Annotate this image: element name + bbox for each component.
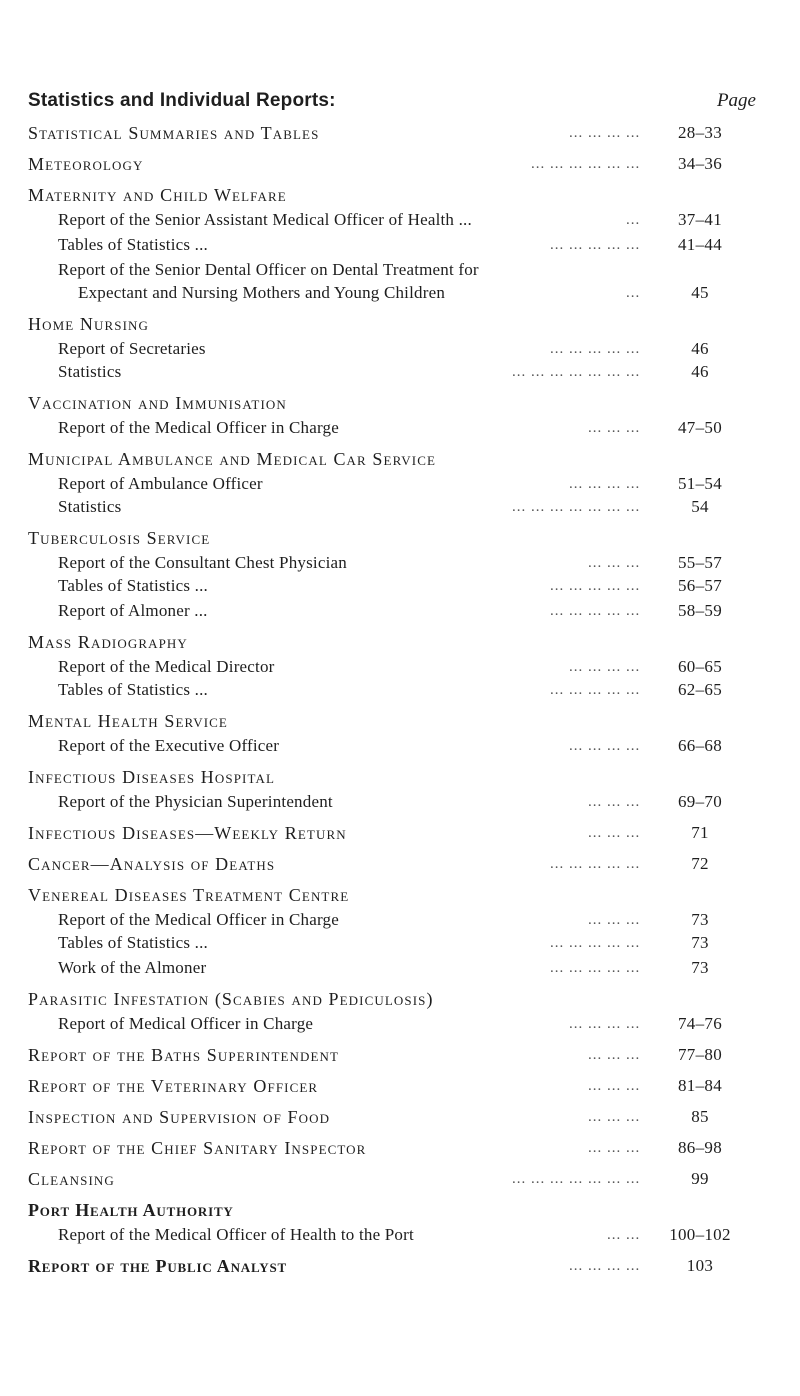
entry-page-number: 73	[691, 958, 709, 977]
entry-title: Report of Medical Officer in Charge	[58, 1014, 314, 1033]
entry-title: Mental Health Service	[28, 711, 228, 731]
dot-leader: ... ... ... ...	[569, 1016, 641, 1032]
entry-page-number: 45	[691, 283, 709, 302]
dot-leader: ... ... ... ... ...	[550, 341, 641, 357]
entry-page-number: 74–76	[678, 1014, 722, 1033]
dot-leader: ... ... ...	[588, 420, 641, 436]
contents-entry	[0, 525, 800, 551]
entry-title: Report of the Medical Officer in Charge	[58, 418, 339, 437]
entry-title: Tables of Statistics ...	[58, 235, 208, 254]
entry-title: Work of the Almoner	[58, 958, 207, 977]
entry-page-number: 73	[691, 910, 709, 929]
dot-leader: ... ... ... ... ... ...	[531, 156, 641, 172]
contents-entry	[0, 1073, 800, 1099]
dot-leader: ... ... ... ... ... ... ...	[512, 1171, 641, 1187]
entry-title: Tables of Statistics ...	[58, 576, 208, 595]
contents-entry	[0, 151, 800, 177]
entry-page-number: 54	[691, 497, 709, 516]
entry-title: Home Nursing	[28, 314, 149, 334]
entry-title: Report of the Consultant Chest Physician	[58, 553, 347, 572]
entry-title: Report of Secretaries	[58, 339, 206, 358]
contents-entry	[0, 930, 800, 956]
contents-entry	[0, 1135, 800, 1161]
entry-page-number: 34–36	[678, 154, 722, 173]
entry-title: Parasitic Infestation (Scabies and Pediculosis)	[28, 989, 434, 1009]
contents-entry	[0, 1011, 800, 1037]
dot-leader: ... ... ...	[588, 1109, 641, 1125]
entry-page-number: 62–65	[678, 680, 722, 699]
entry-title: Report of the Chief Sanitary Inspector	[28, 1138, 367, 1158]
entry-title: Report of the Medical Director	[58, 657, 275, 676]
dot-leader: ... ... ... ...	[569, 476, 641, 492]
contents-entry	[0, 733, 800, 759]
dot-leader: ... ... ...	[588, 555, 641, 571]
dot-leader: ... ... ...	[588, 794, 641, 810]
entry-page-number: 37–41	[678, 210, 722, 229]
entry-page-number: 51–54	[678, 474, 722, 493]
entry-page-number: 77–80	[678, 1045, 722, 1064]
dot-leader: ... ... ... ... ...	[550, 603, 641, 619]
entry-title: Report of the Veterinary Officer	[28, 1076, 319, 1096]
entry-page-number: 41–44	[678, 235, 722, 254]
contents-entry	[0, 446, 800, 472]
contents-entry	[0, 986, 800, 1012]
entry-title: Report of the Medical Officer in Charge	[58, 910, 339, 929]
entry-title: Report of the Senior Dental Officer on Dental Treatment for	[58, 260, 479, 279]
entry-title: Tables of Statistics ...	[58, 680, 208, 699]
entry-page-number: 47–50	[678, 418, 722, 437]
dot-leader: ... ... ... ... ...	[550, 960, 641, 976]
dot-leader: ... ... ...	[588, 912, 641, 928]
contents-entry	[0, 1166, 800, 1192]
dot-leader: ... ... ... ...	[569, 125, 641, 141]
entry-title: Report of the Baths Superintendent	[28, 1045, 340, 1065]
entry-title: Statistics	[58, 362, 122, 381]
contents-entry	[0, 1222, 800, 1248]
contents-entry	[0, 1042, 800, 1068]
entry-page-number: 81–84	[678, 1076, 722, 1095]
entry-page-number: 46	[691, 362, 709, 381]
contents-entry	[0, 390, 800, 416]
dot-leader: ... ... ... ...	[569, 659, 641, 675]
entry-page-number: 66–68	[678, 736, 722, 755]
dot-leader: ... ... ... ... ...	[550, 856, 641, 872]
dot-leader: ... ... ...	[588, 825, 641, 841]
entry-title: Cancer—Analysis of Deaths	[28, 854, 276, 874]
dot-leader: ... ... ... ...	[569, 738, 641, 754]
contents-entry	[0, 1253, 800, 1279]
entry-title: Report of the Executive Officer	[58, 736, 280, 755]
entry-page-number: 73	[691, 933, 709, 952]
contents-entry	[0, 311, 800, 337]
entry-title: Tuberculosis Service	[28, 528, 211, 548]
contents-entry	[0, 207, 800, 233]
entry-title: Municipal Ambulance and Medical Car Service	[28, 449, 437, 469]
entry-page-number: 55–57	[678, 553, 722, 572]
contents-entry	[0, 120, 800, 146]
contents-entry	[0, 232, 800, 258]
entry-title: Inspection and Supervision of Food	[28, 1107, 331, 1127]
entry-title: Report of the Medical Officer of Health to the Port	[58, 1225, 414, 1244]
entry-title: Meteorology	[28, 154, 144, 174]
dot-leader: ... ... ...	[588, 1140, 641, 1156]
contents-entry	[0, 955, 800, 981]
dot-leader: ... ... ... ... ...	[550, 935, 641, 951]
entry-page-number: 85	[691, 1107, 709, 1126]
dot-leader: ... ... ... ... ... ... ...	[512, 364, 641, 380]
dot-leader: ... ...	[607, 1227, 641, 1243]
entry-page-number: 58–59	[678, 601, 722, 620]
entry-page-number: 28–33	[678, 123, 722, 142]
dot-leader: ...	[626, 285, 641, 301]
entry-title: Tables of Statistics ...	[58, 933, 208, 952]
entry-page-number: 100–102	[669, 1225, 731, 1244]
contents-entry	[0, 708, 800, 734]
entry-title: Venereal Diseases Treatment Centre	[28, 885, 350, 905]
entry-page-number: 69–70	[678, 792, 722, 811]
entry-title: Expectant and Nursing Mothers and Young Children	[78, 283, 446, 302]
contents-entry	[0, 415, 800, 441]
dot-leader: ... ... ... ... ... ... ...	[512, 499, 641, 515]
contents-entry	[0, 629, 800, 655]
entry-title: Report of the Senior Assistant Medical Officer of Health ...	[58, 210, 472, 229]
contents-entry	[0, 820, 800, 846]
contents-heading: Statistics and Individual Reports:	[28, 90, 336, 111]
entry-title: Report of the Public Analyst	[28, 1256, 287, 1276]
entry-title: Infectious Diseases Hospital	[28, 767, 275, 787]
entry-title: Statistical Summaries and Tables	[28, 123, 320, 143]
contents-entry	[0, 280, 800, 306]
contents-entry	[0, 598, 800, 624]
entry-title: Infectious Diseases—Weekly Return	[28, 823, 347, 843]
contents-entry	[0, 573, 800, 599]
entry-title: Port Health Authority	[28, 1200, 234, 1220]
entry-page-number: 60–65	[678, 657, 722, 676]
contents-entry	[0, 677, 800, 703]
entry-page-number: 56–57	[678, 576, 722, 595]
contents-entry	[0, 359, 800, 385]
contents-entry	[0, 1197, 800, 1223]
contents-entry	[0, 1104, 800, 1130]
entry-page-number: 72	[691, 854, 709, 873]
page-column-heading: Page	[716, 90, 756, 111]
contents-entry	[0, 789, 800, 815]
entry-page-number: 71	[691, 823, 709, 842]
dot-leader: ... ... ... ... ...	[550, 682, 641, 698]
entry-title: Cleansing	[28, 1169, 115, 1189]
contents-entry	[0, 851, 800, 877]
entry-page-number: 86–98	[678, 1138, 722, 1157]
entry-title: Mass Radiography	[28, 632, 188, 652]
dot-leader: ... ... ... ...	[569, 1258, 641, 1274]
dot-leader: ... ... ... ... ...	[550, 237, 641, 253]
entry-page-number: 103	[686, 1256, 714, 1275]
contents-entry	[0, 764, 800, 790]
entry-page-number: 46	[691, 339, 709, 358]
dot-leader: ... ... ...	[588, 1078, 641, 1094]
entry-title: Maternity and Child Welfare	[28, 185, 287, 205]
contents-entry	[0, 182, 800, 208]
entry-title: Report of Almoner ...	[58, 601, 208, 620]
entry-title: Report of the Physician Superintendent	[58, 792, 333, 811]
dot-leader: ... ... ...	[588, 1047, 641, 1063]
entry-title: Vaccination and Immunisation	[28, 393, 287, 413]
entry-title: Statistics	[58, 497, 122, 516]
dot-leader: ... ... ... ... ...	[550, 578, 641, 594]
dot-leader: ...	[626, 212, 641, 228]
entry-title: Report of Ambulance Officer	[58, 474, 263, 493]
contents-entry	[0, 882, 800, 908]
contents-entry	[0, 494, 800, 520]
entry-page-number: 99	[691, 1169, 709, 1188]
